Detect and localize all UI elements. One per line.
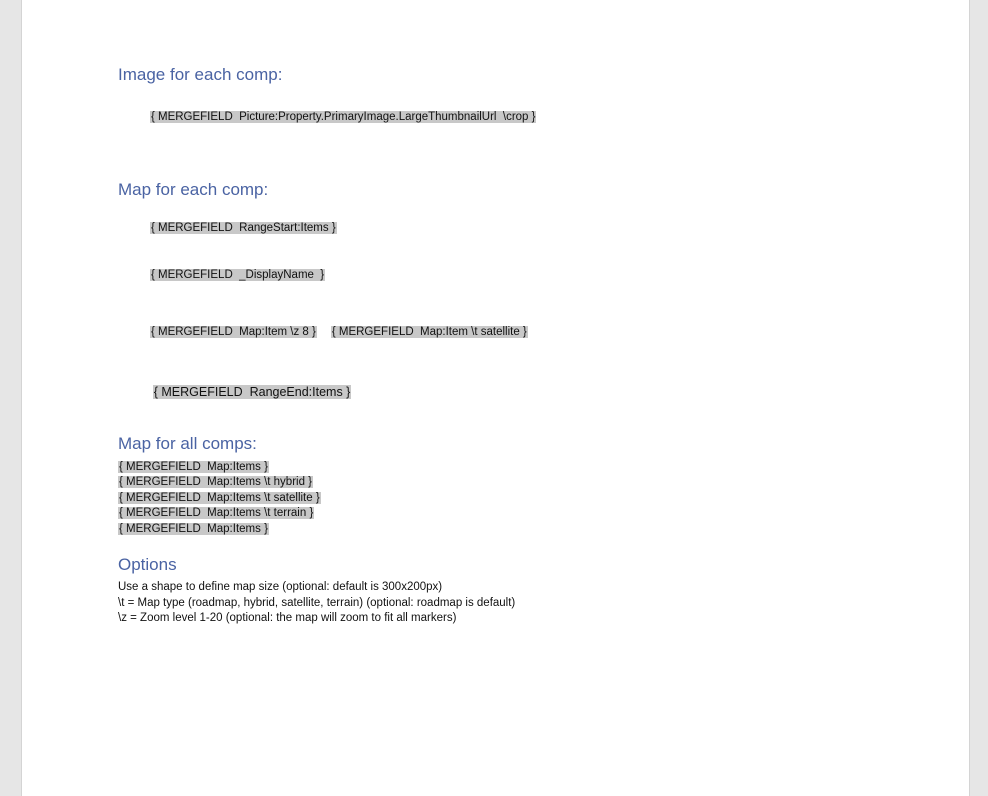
options-list bbox=[118, 580, 878, 627]
merge-field-map-satellite[interactable]: { MERGEFIELD Map:Item \t satellite } bbox=[331, 326, 527, 338]
heading-map-for-all-comps: Map for all comps: bbox=[118, 433, 257, 453]
merge-field-range-start[interactable]: { MERGEFIELD RangeStart:Items } bbox=[150, 222, 336, 234]
section-map-for-all-comps bbox=[118, 433, 878, 538]
option-map-type: \t = Map type (roadmap, hybrid, satellite, terrain) (optional: roadmap is default) bbox=[118, 596, 516, 609]
merge-field-line bbox=[118, 460, 878, 476]
merge-field-line bbox=[118, 506, 878, 522]
merge-field-list bbox=[118, 460, 878, 538]
merge-field-line bbox=[118, 522, 878, 538]
section-map-for-each-comp bbox=[118, 179, 878, 416]
section-options bbox=[118, 554, 878, 627]
heading-map-for-each-comp: Map for each comp: bbox=[118, 179, 269, 199]
merge-field-map-items-hybrid[interactable]: { MERGEFIELD Map:Items \t hybrid } bbox=[119, 476, 313, 488]
merge-field-map-items-satellite[interactable]: { MERGEFIELD Map:Items \t satellite } bbox=[119, 491, 320, 504]
document-page[interactable] bbox=[21, 0, 970, 796]
merge-field-line bbox=[118, 252, 878, 299]
merge-field-map-zoom[interactable]: { MERGEFIELD Map:Item \z 8 } bbox=[150, 326, 316, 338]
merge-field-line bbox=[118, 369, 878, 416]
merge-field-picture[interactable]: { MERGEFIELD Picture:Property.PrimaryImage.LargeThumbnailUrl \crop } bbox=[150, 110, 536, 123]
merge-field-range-end[interactable]: { MERGEFIELD RangeEnd:Items } bbox=[153, 384, 351, 399]
merge-field-line bbox=[118, 475, 878, 491]
merge-field-line bbox=[118, 94, 878, 141]
merge-field-line bbox=[118, 206, 878, 253]
section-image-for-each-comp bbox=[118, 64, 878, 141]
merge-field-map-items[interactable]: { MERGEFIELD Map:Items } bbox=[119, 460, 268, 473]
heading-image-for-each-comp: Image for each comp: bbox=[118, 65, 283, 84]
option-zoom-level: \z = Zoom level 1-20 (optional: the map will zoom to fit all markers) bbox=[118, 612, 457, 624]
document-body bbox=[118, 64, 878, 627]
merge-field-line bbox=[118, 310, 878, 357]
merge-field-line bbox=[118, 491, 878, 507]
merge-field-map-items-2[interactable]: { MERGEFIELD Map:Items } bbox=[119, 522, 268, 535]
merge-field-map-items-terrain[interactable]: { MERGEFIELD Map:Items \t terrain } bbox=[119, 507, 314, 519]
merge-field-display-name[interactable]: { MERGEFIELD _DisplayName } bbox=[150, 268, 325, 281]
option-map-size: Use a shape to define map size (optional: default is 300x200px) bbox=[118, 581, 443, 593]
heading-options: Options bbox=[118, 555, 177, 574]
